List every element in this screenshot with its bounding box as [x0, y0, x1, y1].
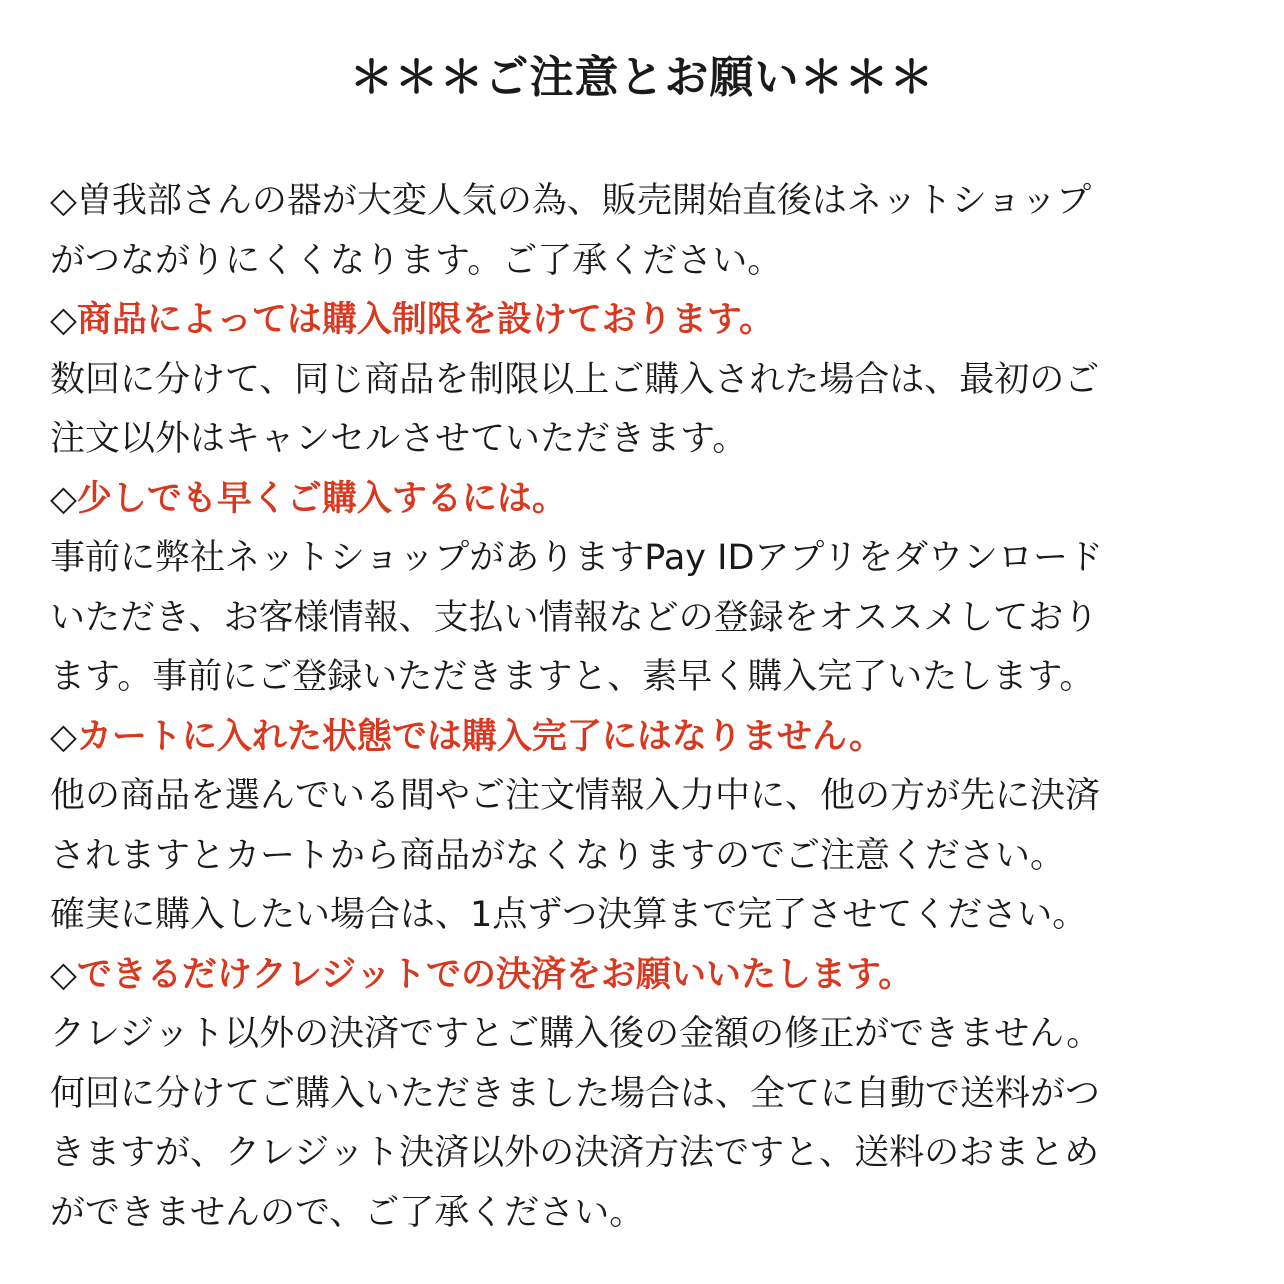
- body-line: 他の商品を選んでいる間やご注文情報入力中に、他の方が先に決済: [50, 776, 1101, 816]
- body-line: ます。事前にご登録いただきますと、素早く購入完了いたします。: [50, 657, 1095, 697]
- section-heading-buy-faster: [50, 470, 1240, 530]
- body-line: 確実に購入したい場合は、1点ずつ決算まで完了させてください。: [50, 895, 1088, 935]
- body-line: がつながりにくくなります。ご了承ください。: [50, 240, 783, 281]
- diamond-bullet-icon: ◇: [50, 954, 77, 995]
- body-line: きますが、クレジット決済以外の決済方法ですと、送料のおまとめ: [50, 1133, 1100, 1173]
- diamond-bullet-icon: ◇: [50, 300, 77, 340]
- body-line: 数回に分けて、同じ商品を制限以上ご購入された場合は、最初のご: [50, 359, 1100, 400]
- page-title: ＊＊＊ご注意とお願い＊＊＊: [349, 52, 935, 103]
- section-heading-text: 少しでも早くご購入するには。: [76, 478, 567, 519]
- body-line: 注文以外はキャンセルさせていただきます。: [50, 419, 748, 459]
- diamond-bullet-icon: ◇: [50, 478, 77, 519]
- section-heading-purchase-limit: [50, 291, 1240, 351]
- section-heading-text: できるだけクレジットでの決済をお願いいたします。: [76, 954, 914, 995]
- section-heading-cart-not-complete: [50, 708, 1240, 768]
- body-line: ◇曽我部さんの器が大変人気の為、販売開始直後はネットショップ: [50, 181, 1092, 221]
- body-line: クレジット以外の決済ですとご購入後の金額の修正ができません。: [50, 1014, 1102, 1054]
- notice-body: [50, 172, 1240, 1243]
- section-heading-text: カートに入れた状態では購入完了にはなりません。: [76, 716, 885, 757]
- section-heading-text: 商品によっては購入制限を設けております。: [76, 300, 775, 340]
- body-line: されますとカートから商品がなくなりますのでご注意ください。: [50, 835, 1066, 876]
- body-line: 何回に分けてご購入いただきました場合は、全てに自動で送料がつ: [50, 1073, 1101, 1114]
- body-line: いただき、お客様情報、支払い情報などの登録をオススメしており: [50, 597, 1099, 638]
- body-line: ができませんので、ご了承ください。: [50, 1192, 645, 1233]
- diamond-bullet-icon: ◇: [50, 716, 77, 757]
- body-line: 事前に弊社ネットショップがありますPay IDアプリをダウンロード: [50, 538, 1103, 578]
- section-heading-credit-payment: [50, 946, 1240, 1006]
